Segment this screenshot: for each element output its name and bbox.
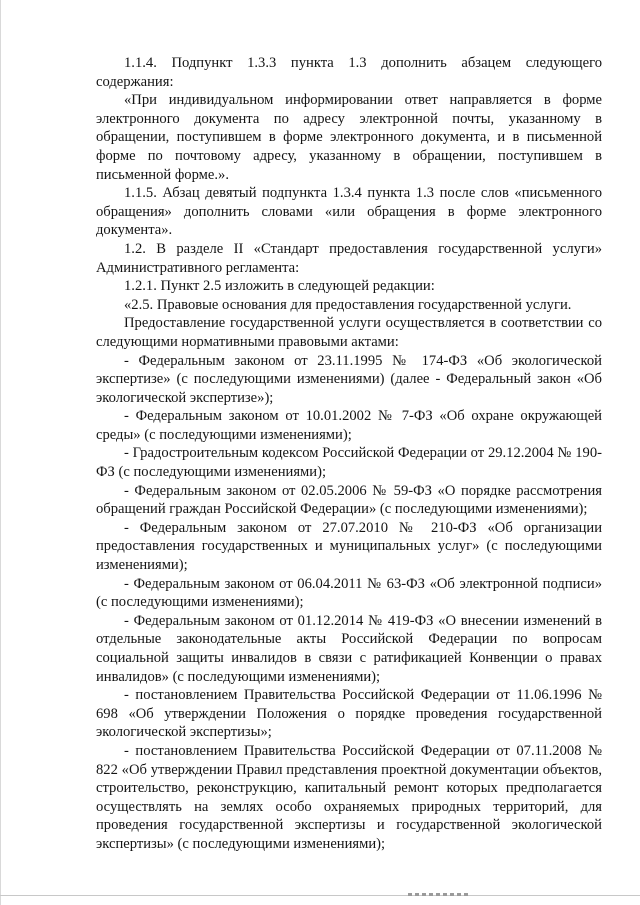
paragraph-1-2: 1.2. В разделе II «Стандарт предоставления государственной услуги» Административного регламента: [96, 240, 602, 276]
paragraph-legal-intro: Предоставление государственной услуги осуществляется в соответствии со следующими нормативными правовыми актами: [96, 315, 602, 350]
page-bottom-edge [0, 895, 640, 896]
list-item-law-210: - Федеральным законом от 27.07.2010 № 210-ФЗ «Об организации предоставления государственных и муниципальных услуг» (с последующими изменениями); [96, 519, 602, 574]
list-item-decree-822: - постановлением Правительства Российской Федерации от 07.11.2008 № 822 «Об утверждении Правил представления проектной документации объектов, строительство, реконструкцию, капитальный ремонт которых предполагается осуществлять на землях особо охраняемых природных территорий, для проведения государственной экспертизы и государственной экологической экспертизы» (с последующими изменениями); [96, 742, 602, 852]
paragraph-1-1-4: 1.1.4. Подпункт 1.3.3 пункта 1.3 дополнить абзацем следующего содержания: [96, 55, 602, 90]
scan-left-edge [0, 0, 1, 905]
list-item-law-419: - Федеральным законом от 01.12.2014 № 419-ФЗ «О внесении изменений в отдельные законодательные акты Российской Федерации по вопросам социальной защиты инвалидов в связи с ратификацией Конвенции о правах инвалидов» (с последующими изменениями); [96, 612, 602, 685]
list-item-law-174: - Федеральным законом от 23.11.1995 № 174-ФЗ «Об экологической экспертизе» (с последующими изменениями) (далее - Федеральный закон «Об экологической экспертизе»); [96, 352, 602, 406]
list-item-law-59: - Федеральным законом от 02.05.2006 № 59-ФЗ «О порядке рассмотрения обращений граждан Российской Федерации» (с последующими изменениями); [96, 482, 602, 518]
paragraph-1-2-1: 1.2.1. Пункт 2.5 изложить в следующей редакции: [124, 278, 435, 295]
paragraph-2-5-heading: «2.5. Правовые основания для предоставления государственной услуги. [124, 296, 572, 313]
paragraph-quote-informing: «При индивидуальном информировании ответ направляется в форме электронного документа по адресу электронной почты, указанному в обращении, поступившем в форме электронного документа, и в письменной форме по почтовому адресу, указанному в обращении, поступившем в письменной форме.». [96, 92, 602, 183]
scan-artifact-mark [408, 893, 468, 896]
list-item-law-7: - Федеральным законом от 10.01.2002 № 7-ФЗ «Об охране окружающей среды» (с последующими изменениями); [96, 408, 602, 443]
list-item-urban-code: - Градостроительным кодексом Российской Федерации от 29.12.2004 № 190-ФЗ (с последующими изменениями); [96, 445, 602, 481]
list-item-law-63: - Федеральным законом от 06.04.2011 № 63-ФЗ «Об электронной подписи» (с последующими изменениями); [96, 575, 602, 611]
document-body [96, 54, 602, 854]
list-item-decree-698: - постановлением Правительства Российской Федерации от 11.06.1996 № 698 «Об утверждении Положения о порядке проведения государственной экологической экспертизы»; [96, 687, 602, 741]
paragraph-1-1-5: 1.1.5. Абзац девятый подпункта 1.3.4 пункта 1.3 после слов «письменного обращения» дополнить словами «или обращения в форме электронного документа». [96, 185, 602, 239]
